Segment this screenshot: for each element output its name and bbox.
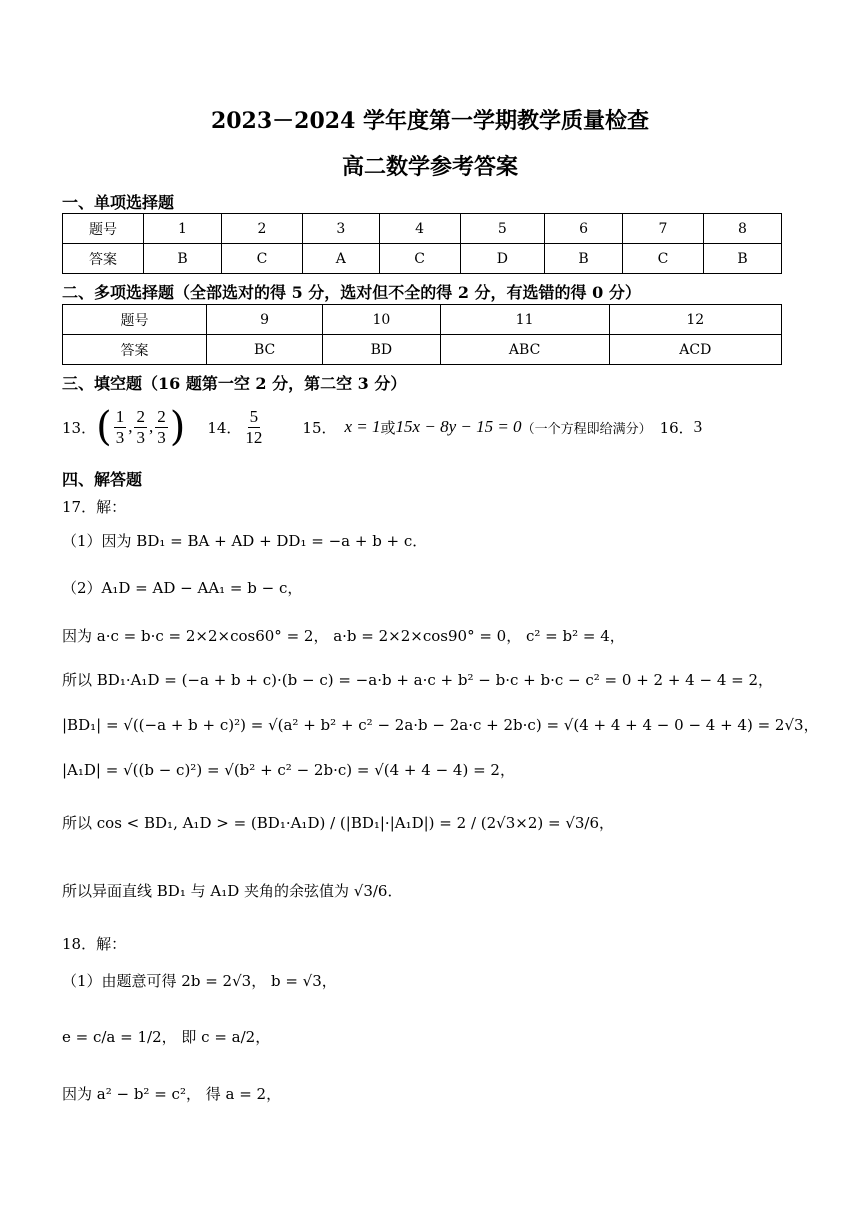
page-title: 2023－2024 学年度第一学期教学质量检查 — [210, 108, 650, 134]
table-cell: C — [379, 244, 460, 274]
table-row — [63, 244, 782, 274]
table-cell: BC — [207, 335, 323, 365]
q18-line-1: （1）由题意可得 2b = 2√3， b = √3， — [62, 972, 337, 990]
header-label: 题号 — [63, 305, 207, 335]
q17-line-5: |BD₁| = √((−a + b + c)²) = √(a² + b² + c² − 2a·b − 2a·c + 2b·c) = √(4 + 4 + 4 − 0 − 4 + 4) = 2√3， — [62, 716, 819, 734]
table-cell: 5 — [460, 214, 544, 244]
table-cell: ABC — [440, 335, 609, 365]
q16-label: 16． — [659, 418, 694, 437]
section4-heading: 四、解答题 — [62, 470, 143, 489]
q16-answer: 3 — [693, 417, 703, 436]
answer-label: 答案 — [63, 244, 144, 274]
q17-line-4: 所以 BD₁·A₁D = (−a + b + c)·(b − c) = −a·b + a·c + b² − b·c + b·c − c² = 0 + 2 + 4 − 4 = 2， — [62, 671, 774, 689]
table-cell: 4 — [379, 214, 460, 244]
q15-note: （一个方程即给满分） — [521, 421, 652, 437]
table-cell: B — [703, 244, 781, 274]
q14-label: 14． — [207, 418, 242, 437]
q18-label: 18．解： — [62, 935, 127, 953]
q18-line-3: 因为 a² − b² = c²， 得 a = 2， — [62, 1085, 282, 1103]
q17-line-3: 因为 a·c = b·c = 2×2×cos60° = 2， a·b = 2×2×cos90° = 0， c² = b² = 4， — [62, 627, 625, 645]
q15-label: 15． — [302, 418, 337, 437]
table-cell: C — [221, 244, 302, 274]
answer-label: 答案 — [63, 335, 207, 365]
single-choice-table — [62, 213, 782, 274]
section1-heading: 一、单项选择题 — [62, 193, 175, 212]
table-cell: 10 — [323, 305, 440, 335]
page-subtitle: 高二数学参考答案 — [341, 154, 518, 180]
table-row — [63, 214, 782, 244]
table-row — [63, 305, 782, 335]
table-cell: 8 — [703, 214, 781, 244]
table-cell: 3 — [302, 214, 379, 244]
table-cell: 12 — [609, 305, 781, 335]
table-cell: 2 — [221, 214, 302, 244]
q17-line-7: 所以 cos < BD₁, A₁D > = (BD₁·A₁D) / (|BD₁|·|A₁D|) = 2 / (2√3×2) = √3/6， — [62, 814, 615, 832]
section3-heading: 三、填空题（16 题第一空 2 分，第二空 3 分） — [62, 374, 407, 393]
table-cell: ACD — [609, 335, 781, 365]
multi-choice-table — [62, 304, 782, 365]
fill-blank-answers: 13． ( $\frac{1}{3}$ , $\frac{2}{3}$ , $\frac{2}{3}$ ) 14． $\frac{5}{12}$ 15． x = 1 或 15x − 8y − 15 = 0 （一个方程即给满分） 16． 3 — [62, 404, 703, 450]
q18-line-2: e = c/a = 1/2， 即 c = a/2， — [62, 1028, 271, 1046]
q13-label: 13． — [62, 418, 97, 437]
q17-line-2: （2）A₁D = AD − AA₁ = b − c， — [62, 579, 303, 597]
table-cell: 1 — [144, 214, 222, 244]
q17-line-1: （1）因为 BD₁ = BA + AD + DD₁ = −a + b + c． — [62, 532, 428, 550]
table-cell: B — [545, 244, 623, 274]
section2-heading: 二、多项选择题（全部选对的得 5 分，选对但不全的得 2 分，有选错的得 0 分） — [62, 283, 641, 302]
table-cell: D — [460, 244, 544, 274]
table-row — [63, 335, 782, 365]
table-cell: A — [302, 244, 379, 274]
table-cell: C — [623, 244, 704, 274]
table-cell: 7 — [623, 214, 704, 244]
table-cell: 9 — [207, 305, 323, 335]
table-cell: B — [144, 244, 222, 274]
q17-line-8: 所以异面直线 BD₁ 与 A₁D 夹角的余弦值为 √3/6． — [62, 882, 403, 900]
header-label: 题号 — [63, 214, 144, 244]
q14-answer: $\frac{5}{12}$ — [245, 406, 263, 447]
table-cell: 6 — [545, 214, 623, 244]
table-cell: 11 — [440, 305, 609, 335]
q17-label: 17．解： — [62, 498, 127, 516]
q17-line-6: |A₁D| = √((b − c)²) = √(b² + c² − 2b·c) = √(4 + 4 − 4) = 2， — [62, 761, 515, 779]
table-cell: BD — [323, 335, 440, 365]
